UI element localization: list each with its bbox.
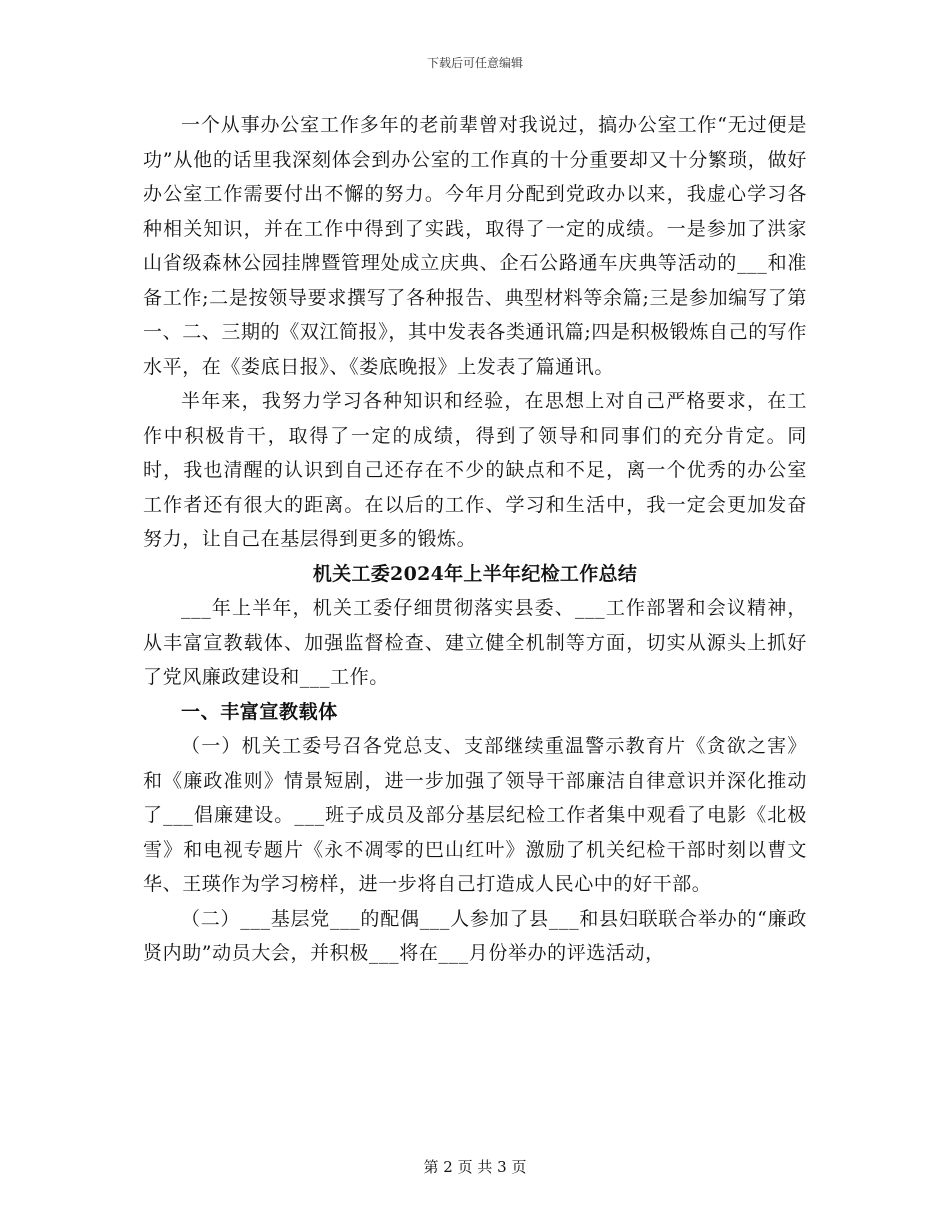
paragraph-item-2: （二）___基层党___的配偶___人参加了县___和县妇联联合举办的“廉政贤内助”动员大会，并积极___将在___月份举办的评选活动， [143, 907, 807, 964]
page-header: 下载后可任意编辑 [426, 56, 523, 70]
section-heading-1: 一、丰富宣教载体 [181, 700, 338, 723]
paragraph-half-year-reflection: 半年来，我努力学习各种知识和经验，在思想上对自己严格要求，在工作中积极肯干，取得了一定的成绩，得到了领导和同事们的充分肯定。同时，我也清醒的认识到自己还存在不少的缺点和不足，离一个优秀的办公室工作者还有很大的距离。在以后的工作、学习和生活中，我一定会更加发奋努力，让自己在基层得到更多的锻炼。 [143, 390, 807, 550]
document-body [143, 108, 807, 971]
paragraph-office-work: 一个从事办公室工作多年的老前辈曾对我说过，搞办公室工作“无过便是功”从他的话里我深刻体会到办公室的工作真的十分重要却又十分繁琐，做好办公室工作需要付出不懈的努力。今年月分配到党政办以来，我虚心学习各种相关知识，并在工作中得到了实践，取得了一定的成绩。一是参加了洪家山省级森林公园挂牌暨管理处成立庆典、企石公路通车庆典等活动的___和准备工作;二是按领导要求撰写了各种报告、典型材料等余篇;三是参加编写了第一、二、三期的《双江简报》，其中发表各类通讯篇;四是积极锻炼自己的写作水平，在《娄底日报》、《娄底晚报》上发表了篇通讯。 [143, 114, 807, 378]
paragraph-summary-intro: ___年上半年，机关工委仔细贯彻落实县委、___工作部署和会议精神，从丰富宣教载体、加强监督检查、建立健全机制等方面，切实从源头上抓好了党风廉政建设和___工作。 [143, 597, 807, 688]
document-title: 机关工委2024年上半年纪检工作总结 [312, 562, 638, 585]
paragraph-item-1: （一）机关工委号召各党总支、支部继续重温警示教育片《贪欲之害》和《廉政准则》情景短剧，进一步加强了领导干部廉洁自律意识并深化推动了___倡廉建设。___班子成员及部分基层纪检工作者集中观看了电影《北极雪》和电视专题片《永不凋零的巴山红叶》激励了机关纪检干部时刻以曹文华、王瑛作为学习榜样，进一步将自己打造成人民心中的好干部。 [143, 735, 807, 895]
page-footer: 第 2 页 共 3 页 [423, 1158, 527, 1176]
